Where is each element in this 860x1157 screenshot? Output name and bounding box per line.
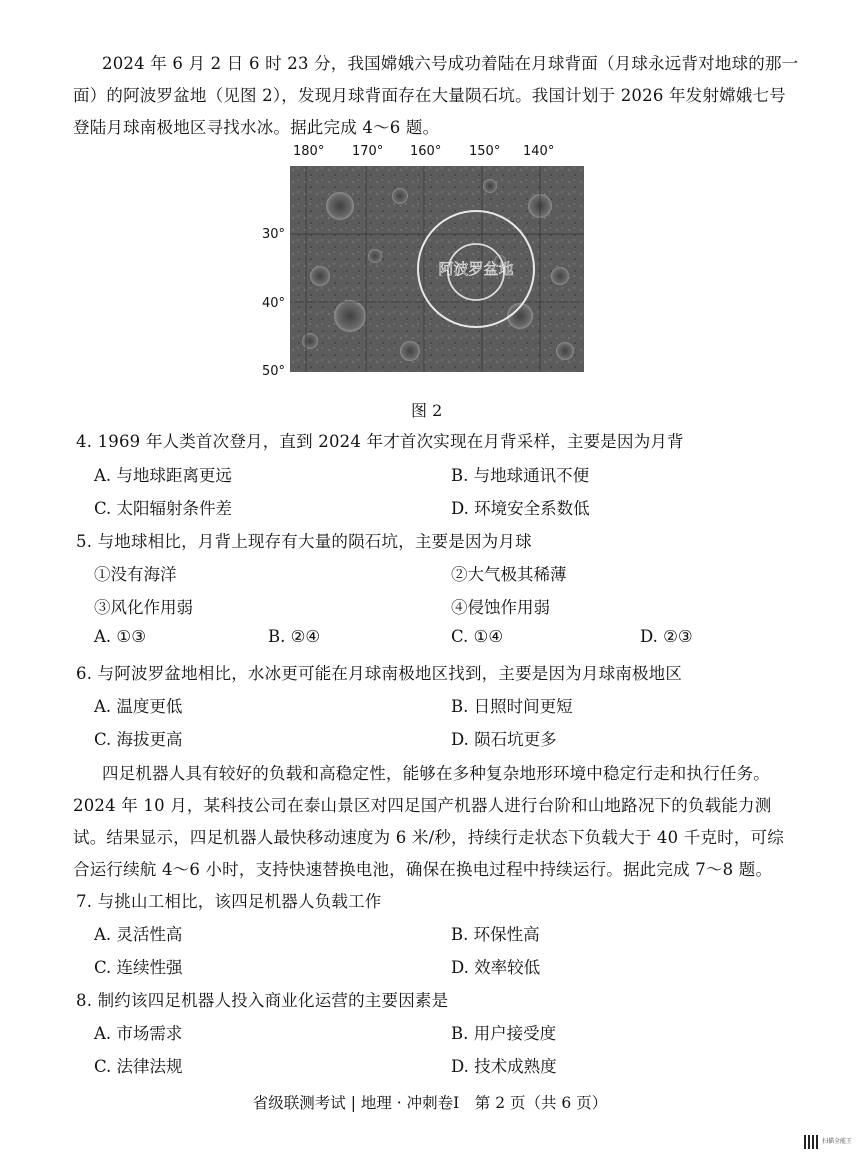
q7-option-c: C. 连续性强 <box>94 958 183 977</box>
q6-option-d: D. 陨石坑更多 <box>451 730 557 749</box>
q4-stem: 4. 1969 年人类首次登月，直到 2024 年才首次实现在月背采样，主要是因为月背 <box>76 432 684 451</box>
q8-option-b: B. 用户接受度 <box>451 1024 557 1043</box>
q5-option-c: C. ①④ <box>451 627 504 646</box>
q7-option-d: D. 效率较低 <box>451 958 541 977</box>
lon-label-180: 180° <box>293 144 325 159</box>
q6-option-a: A. 温度更低 <box>94 697 183 716</box>
scanner-watermark: 扫描全能王 <box>822 1138 853 1145</box>
lon-label-140: 140° <box>523 144 555 159</box>
lat-label-50: 50° <box>262 364 286 379</box>
lat-label-30: 30° <box>262 227 286 242</box>
q5-option-b: B. ②④ <box>268 627 321 646</box>
intro-paragraph-1-line-2: 面）的阿波罗盆地（见图 2），发现月球背面存在大量陨石坑。我国计划于 2026 年发射嫦娥七号 <box>73 86 786 105</box>
q7-option-b: B. 环保性高 <box>451 925 540 944</box>
q5-statement-3: ③风化作用弱 <box>94 598 193 617</box>
intro-paragraph-1-line-1: 2024 年 6 月 2 日 6 时 23 分，我国嫦娥六号成功着陆在月球背面（月球永远背对地球的那一 <box>102 54 799 73</box>
q4-option-c: C. 太阳辐射条件差 <box>94 499 233 518</box>
q8-option-d: D. 技术成熟度 <box>451 1057 557 1076</box>
apollo-basin-label: 阿波罗盆地 <box>438 260 514 278</box>
q5-statement-4: ④侵蚀作用弱 <box>451 598 550 617</box>
q7-stem: 7. 与挑山工相比，该四足机器人负载工作 <box>76 892 382 911</box>
lon-label-170: 170° <box>352 144 384 159</box>
page-footer: 省级联测考试 | 地理 · 冲刺卷Ⅰ 第 2 页（共 6 页） <box>252 1094 608 1112</box>
q5-option-a: A. ①③ <box>94 627 146 646</box>
q5-statement-1: ①没有海洋 <box>94 565 177 584</box>
lon-label-150: 150° <box>469 144 501 159</box>
q5-statement-2: ②大气极其稀薄 <box>451 565 567 584</box>
lon-label-160: 160° <box>410 144 442 159</box>
q8-option-c: C. 法律法规 <box>94 1057 183 1076</box>
q4-option-a: A. 与地球距离更远 <box>94 466 232 485</box>
lat-label-40: 40° <box>262 296 286 311</box>
intro-paragraph-2-line-1: 四足机器人具有较好的负载和高稳定性，能够在多种复杂地形环境中稳定行走和执行任务。 <box>102 764 770 783</box>
intro-paragraph-2-line-3: 试。结果显示，四足机器人最快移动速度为 6 米/秒，持续行走状态下负载大于 40 千克时，可综 <box>73 828 784 847</box>
moon-map-svg <box>290 166 584 372</box>
q5-option-d: D. ②③ <box>640 627 693 646</box>
q8-option-a: A. 市场需求 <box>94 1024 183 1043</box>
q6-option-b: B. 日照时间更短 <box>451 697 573 716</box>
intro-paragraph-2-line-4: 合运行续航 4～6 小时，支持快速替换电池，确保在换电过程中持续运行。据此完成 7～8 题。 <box>73 860 773 879</box>
q7-option-a: A. 灵活性高 <box>94 925 183 944</box>
intro-paragraph-2-line-2: 2024 年 10 月，某科技公司在泰山景区对四足国产机器人进行台阶和山地路况下的负载能力测 <box>73 796 772 815</box>
intro-paragraph-1-line-3: 登陆月球南极地区寻找水冰。据此完成 4～6 题。 <box>73 118 440 137</box>
q6-stem: 6. 与阿波罗盆地相比，水冰更可能在月球南极地区找到，主要是因为月球南极地区 <box>76 664 683 683</box>
q4-option-d: D. 环境安全系数低 <box>451 499 590 518</box>
figure-caption: 图 2 <box>411 401 443 420</box>
q8-stem: 8. 制约该四足机器人投入商业化运营的主要因素是 <box>76 991 449 1010</box>
moon-surface-map <box>290 166 584 372</box>
q5-stem: 5. 与地球相比，月背上现存有大量的陨石坑，主要是因为月球 <box>76 532 532 551</box>
q4-option-b: B. 与地球通讯不便 <box>451 466 590 485</box>
q6-option-c: C. 海拔更高 <box>94 730 183 749</box>
qr-code-icon <box>804 1135 818 1149</box>
